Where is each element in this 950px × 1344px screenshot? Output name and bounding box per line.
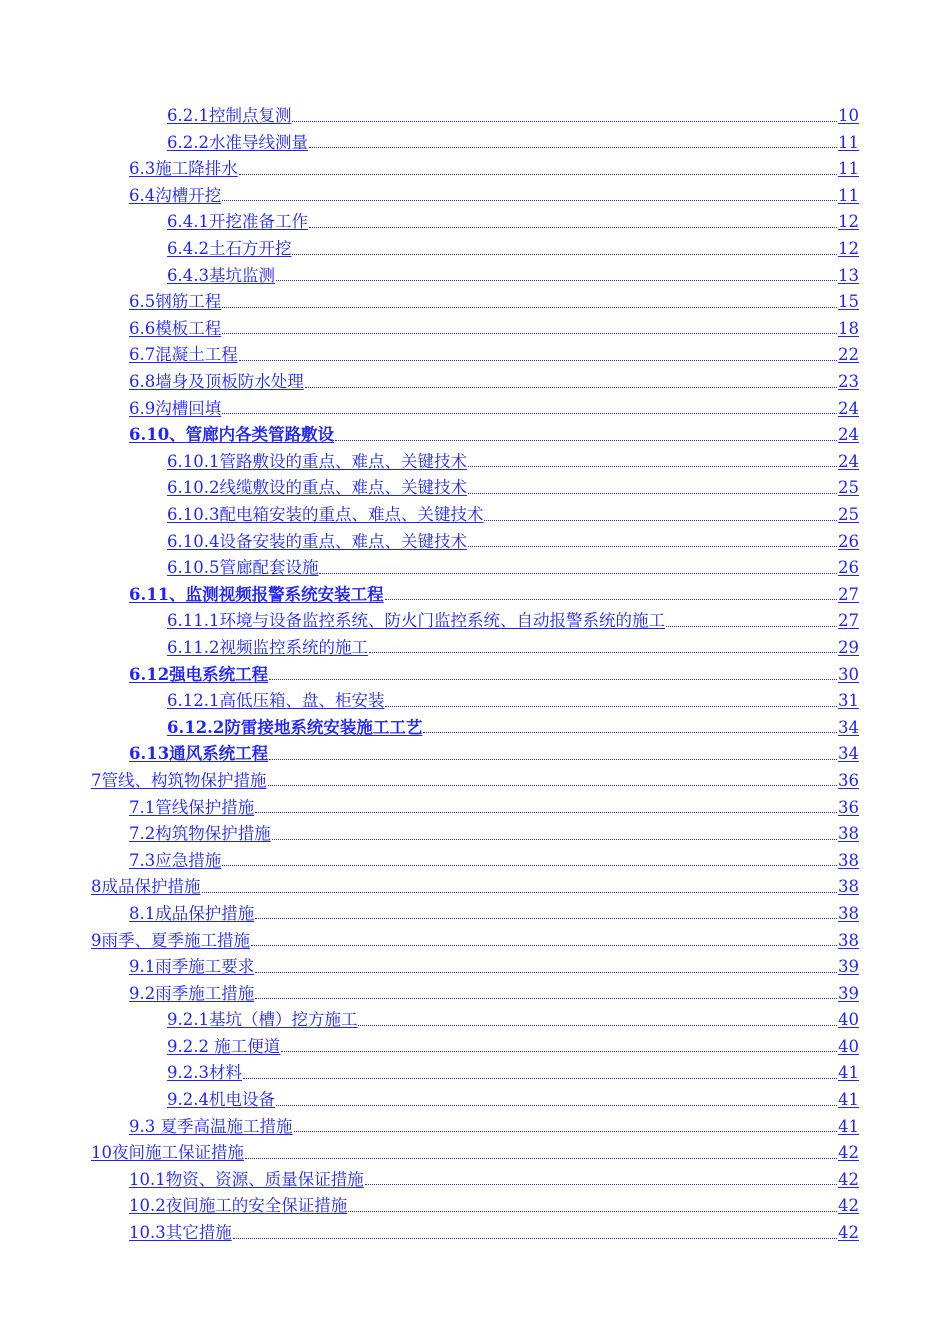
toc-dot-leader <box>255 972 837 973</box>
toc-entry-page-number: 25 <box>838 505 859 524</box>
toc-entry-title: 6.4沟槽开挖 <box>129 185 222 205</box>
toc-entry-title: 6.3施工降排水 <box>129 159 238 179</box>
toc-entry[interactable] <box>0 153 950 180</box>
toc-entry[interactable] <box>0 1031 950 1058</box>
toc-entry-page-number: 12 <box>838 239 859 259</box>
toc-dot-leader <box>484 520 837 521</box>
toc-dot-leader <box>255 812 837 813</box>
toc-dot-leader <box>269 759 837 760</box>
toc-entry-page-number: 23 <box>838 372 859 392</box>
toc-entry-page-number: 29 <box>838 637 859 657</box>
toc-entry-page-number: 36 <box>838 770 859 790</box>
toc-dot-leader <box>385 706 837 707</box>
toc-dot-leader <box>222 413 837 414</box>
toc-entry-page-number: 42 <box>838 1223 859 1243</box>
toc-dot-leader <box>292 254 837 255</box>
toc-entry-title: 7.2构筑物保护措施 <box>129 824 271 844</box>
toc-entry-page-number: 40 <box>838 1010 859 1030</box>
toc-entry-page-number: 38 <box>838 824 859 844</box>
toc-entry-title: 8.1成品保护措施 <box>129 903 255 923</box>
toc-entry-title: 9.2.2 施工便道 <box>167 1036 281 1056</box>
toc-dot-leader <box>202 892 838 893</box>
toc-entry-page-number: 18 <box>838 318 859 338</box>
toc-entry[interactable] <box>0 180 950 207</box>
toc-entry-title: 7.1管线保护措施 <box>129 797 255 817</box>
toc-entry[interactable] <box>0 685 950 712</box>
toc-entry-page-number: 34 <box>838 744 859 764</box>
toc-dot-leader <box>468 493 837 494</box>
toc-entry-title: 6.11.2视频监控系统的施工 <box>167 637 368 657</box>
toc-dot-leader <box>348 1211 837 1212</box>
toc-entry[interactable] <box>0 313 950 340</box>
toc-dot-leader <box>243 1078 837 1079</box>
toc-entry[interactable] <box>0 1137 950 1164</box>
toc-entry-title: 8成品保护措施 <box>91 877 201 897</box>
toc-entry[interactable] <box>0 260 950 287</box>
toc-entry-page-number: 42 <box>838 1169 859 1189</box>
toc-entry[interactable] <box>0 393 950 420</box>
toc-dot-leader <box>276 280 837 281</box>
toc-entry-page-number: 39 <box>838 983 859 1003</box>
toc-entry-page-number: 26 <box>838 531 859 551</box>
toc-entry-page-number: 34 <box>838 717 859 737</box>
toc-dot-leader <box>255 998 837 999</box>
toc-entry[interactable] <box>0 1057 950 1084</box>
toc-entry-page-number: 12 <box>838 212 859 232</box>
toc-entry-title: 6.5钢筋工程 <box>129 292 222 312</box>
toc-dot-leader <box>294 1131 838 1132</box>
toc-dot-leader <box>222 200 837 201</box>
toc-entry-title: 6.13通风系统工程 <box>129 744 269 764</box>
toc-dot-leader <box>222 307 837 308</box>
toc-entry[interactable] <box>0 100 950 127</box>
toc-entry[interactable] <box>0 632 950 659</box>
toc-entry[interactable] <box>0 1217 950 1244</box>
toc-entry-title: 6.4.2土石方开挖 <box>167 239 292 259</box>
toc-entry-title: 9.3 夏季高温施工措施 <box>129 1116 293 1136</box>
toc-dot-leader <box>335 440 837 441</box>
toc-entry-title: 6.12.1高低压箱、盘、柜安装 <box>167 691 385 711</box>
toc-entry[interactable] <box>0 924 950 951</box>
toc-entry-page-number: 42 <box>838 1196 859 1216</box>
toc-entry-page-number: 27 <box>838 584 859 604</box>
toc-entry-title: 6.11.1环境与设备监控系统、防火门监控系统、自动报警系统的施工 <box>167 611 665 631</box>
toc-entry-page-number: 38 <box>838 877 859 897</box>
toc-entry-title: 10夜间施工保证措施 <box>91 1143 244 1163</box>
toc-entry-title: 9.2雨季施工措施 <box>129 983 255 1003</box>
toc-entry-page-number: 25 <box>838 478 859 498</box>
table-of-contents <box>0 100 950 1244</box>
toc-dot-leader <box>233 1238 837 1239</box>
toc-entry-page-number: 11 <box>838 132 859 152</box>
toc-entry-page-number: 27 <box>838 611 859 631</box>
toc-dot-leader <box>309 227 837 228</box>
toc-dot-leader <box>468 466 837 467</box>
toc-entry-title: 9雨季、夏季施工措施 <box>91 930 250 950</box>
toc-entry[interactable] <box>0 366 950 393</box>
toc-entry-page-number: 11 <box>838 159 859 179</box>
toc-entry-page-number: 41 <box>838 1116 859 1136</box>
toc-dot-leader <box>269 679 837 680</box>
toc-entry[interactable] <box>0 658 950 685</box>
toc-entry-title: 6.10.2线缆敷设的重点、难点、关键技术 <box>167 478 467 498</box>
toc-entry[interactable] <box>0 951 950 978</box>
toc-entry[interactable] <box>0 738 950 765</box>
toc-entry[interactable] <box>0 712 950 739</box>
toc-entry-page-number: 42 <box>838 1143 859 1163</box>
toc-entry-page-number: 38 <box>838 850 859 870</box>
toc-entry[interactable] <box>0 339 950 366</box>
toc-entry-page-number: 10 <box>838 106 859 126</box>
toc-entry-page-number: 13 <box>838 265 859 285</box>
toc-entry-title: 6.2.1控制点复测 <box>167 106 292 126</box>
toc-dot-leader <box>292 121 837 122</box>
toc-entry-title: 10.1物资、资源、质量保证措施 <box>129 1169 364 1189</box>
toc-dot-leader <box>281 1051 837 1052</box>
toc-entry-page-number: 24 <box>838 451 859 471</box>
toc-entry-title: 9.2.4机电设备 <box>167 1090 275 1110</box>
toc-entry-title: 6.6模板工程 <box>129 318 222 338</box>
toc-entry-page-number: 11 <box>838 185 859 205</box>
toc-entry[interactable] <box>0 579 950 606</box>
toc-entry-title: 7管线、构筑物保护措施 <box>91 770 267 790</box>
toc-entry-page-number: 41 <box>838 1063 859 1083</box>
toc-entry[interactable] <box>0 845 950 872</box>
toc-entry[interactable] <box>0 1084 950 1111</box>
toc-entry-title: 6.10、管廊内各类管路敷设 <box>129 425 335 445</box>
toc-entry-title: 6.8墙身及顶板防水处理 <box>129 372 304 392</box>
toc-dot-leader <box>272 839 837 840</box>
toc-entry[interactable] <box>0 765 950 792</box>
toc-entry-page-number: 31 <box>838 691 859 711</box>
toc-entry-page-number: 41 <box>838 1090 859 1110</box>
toc-entry[interactable] <box>0 978 950 1005</box>
toc-entry[interactable] <box>0 552 950 579</box>
toc-entry-title: 6.11、监测视频报警系统安装工程 <box>129 584 384 604</box>
toc-entry-page-number: 26 <box>838 558 859 578</box>
toc-entry-page-number: 15 <box>838 292 859 312</box>
toc-dot-leader <box>268 785 838 786</box>
toc-dot-leader <box>309 147 837 148</box>
toc-entry-title: 10.3其它措施 <box>129 1223 232 1243</box>
toc-entry-page-number: 22 <box>838 345 859 365</box>
toc-dot-leader <box>358 1025 837 1026</box>
toc-dot-leader <box>222 333 837 334</box>
toc-entry[interactable] <box>0 419 950 446</box>
toc-entry-title: 9.2.1基坑（槽）挖方施工 <box>167 1010 358 1030</box>
toc-entry-page-number: 24 <box>838 425 859 445</box>
toc-entry[interactable] <box>0 127 950 154</box>
toc-entry-title: 6.4.3基坑监测 <box>167 265 275 285</box>
toc-dot-leader <box>255 918 837 919</box>
toc-dot-leader <box>365 1184 837 1185</box>
toc-entry-page-number: 36 <box>838 797 859 817</box>
toc-entry[interactable] <box>0 791 950 818</box>
toc-entry-page-number: 40 <box>838 1036 859 1056</box>
toc-entry-title: 6.12强电系统工程 <box>129 664 269 684</box>
toc-dot-leader <box>245 1158 837 1159</box>
toc-entry[interactable] <box>0 526 950 553</box>
toc-entry[interactable] <box>0 233 950 260</box>
toc-entry[interactable] <box>0 1004 950 1031</box>
toc-entry-title: 6.2.2水准导线测量 <box>167 132 308 152</box>
toc-dot-leader <box>239 360 837 361</box>
toc-entry-page-number: 30 <box>838 664 859 684</box>
toc-dot-leader <box>239 174 837 175</box>
toc-entry-title: 6.10.4设备安装的重点、难点、关键技术 <box>167 531 467 551</box>
toc-entry-page-number: 39 <box>838 957 859 977</box>
toc-dot-leader <box>666 626 837 627</box>
toc-dot-leader <box>222 865 837 866</box>
toc-dot-leader <box>468 546 837 547</box>
toc-entry-title: 9.2.3材料 <box>167 1063 242 1083</box>
toc-dot-leader <box>319 573 837 574</box>
toc-entry-title: 7.3应急措施 <box>129 850 222 870</box>
toc-dot-leader <box>251 945 837 946</box>
toc-entry-title: 6.10.1管路敷设的重点、难点、关键技术 <box>167 451 467 471</box>
toc-entry-page-number: 24 <box>838 398 859 418</box>
toc-entry[interactable] <box>0 472 950 499</box>
toc-entry-title: 6.10.3配电箱安装的重点、难点、关键技术 <box>167 505 484 524</box>
toc-entry-title: 6.12.2防雷接地系统安装施工工艺 <box>167 717 423 737</box>
toc-entry-title: 6.9沟槽回填 <box>129 398 222 418</box>
toc-entry-title: 6.10.5管廊配套设施 <box>167 558 319 578</box>
toc-entry[interactable] <box>0 1111 950 1138</box>
toc-dot-leader <box>369 652 837 653</box>
toc-dot-leader <box>276 1105 837 1106</box>
toc-entry[interactable] <box>0 206 950 233</box>
toc-entry[interactable] <box>0 898 950 925</box>
toc-entry-title: 9.1雨季施工要求 <box>129 957 255 977</box>
toc-entry-title: 10.2夜间施工的安全保证措施 <box>129 1196 348 1216</box>
toc-dot-leader <box>305 387 837 388</box>
toc-dot-leader <box>385 599 837 600</box>
toc-entry[interactable] <box>0 286 950 313</box>
toc-entry-title: 6.4.1开挖准备工作 <box>167 212 308 232</box>
toc-entry[interactable] <box>0 499 950 526</box>
toc-entry[interactable] <box>0 605 950 632</box>
toc-entry[interactable] <box>0 871 950 898</box>
toc-dot-leader <box>423 732 837 733</box>
toc-entry[interactable] <box>0 1190 950 1217</box>
toc-entry-page-number: 38 <box>838 903 859 923</box>
toc-entry[interactable] <box>0 1164 950 1191</box>
toc-entry-title: 6.7混凝土工程 <box>129 345 238 365</box>
toc-entry[interactable] <box>0 818 950 845</box>
toc-entry-page-number: 38 <box>838 930 859 950</box>
toc-entry[interactable] <box>0 446 950 473</box>
